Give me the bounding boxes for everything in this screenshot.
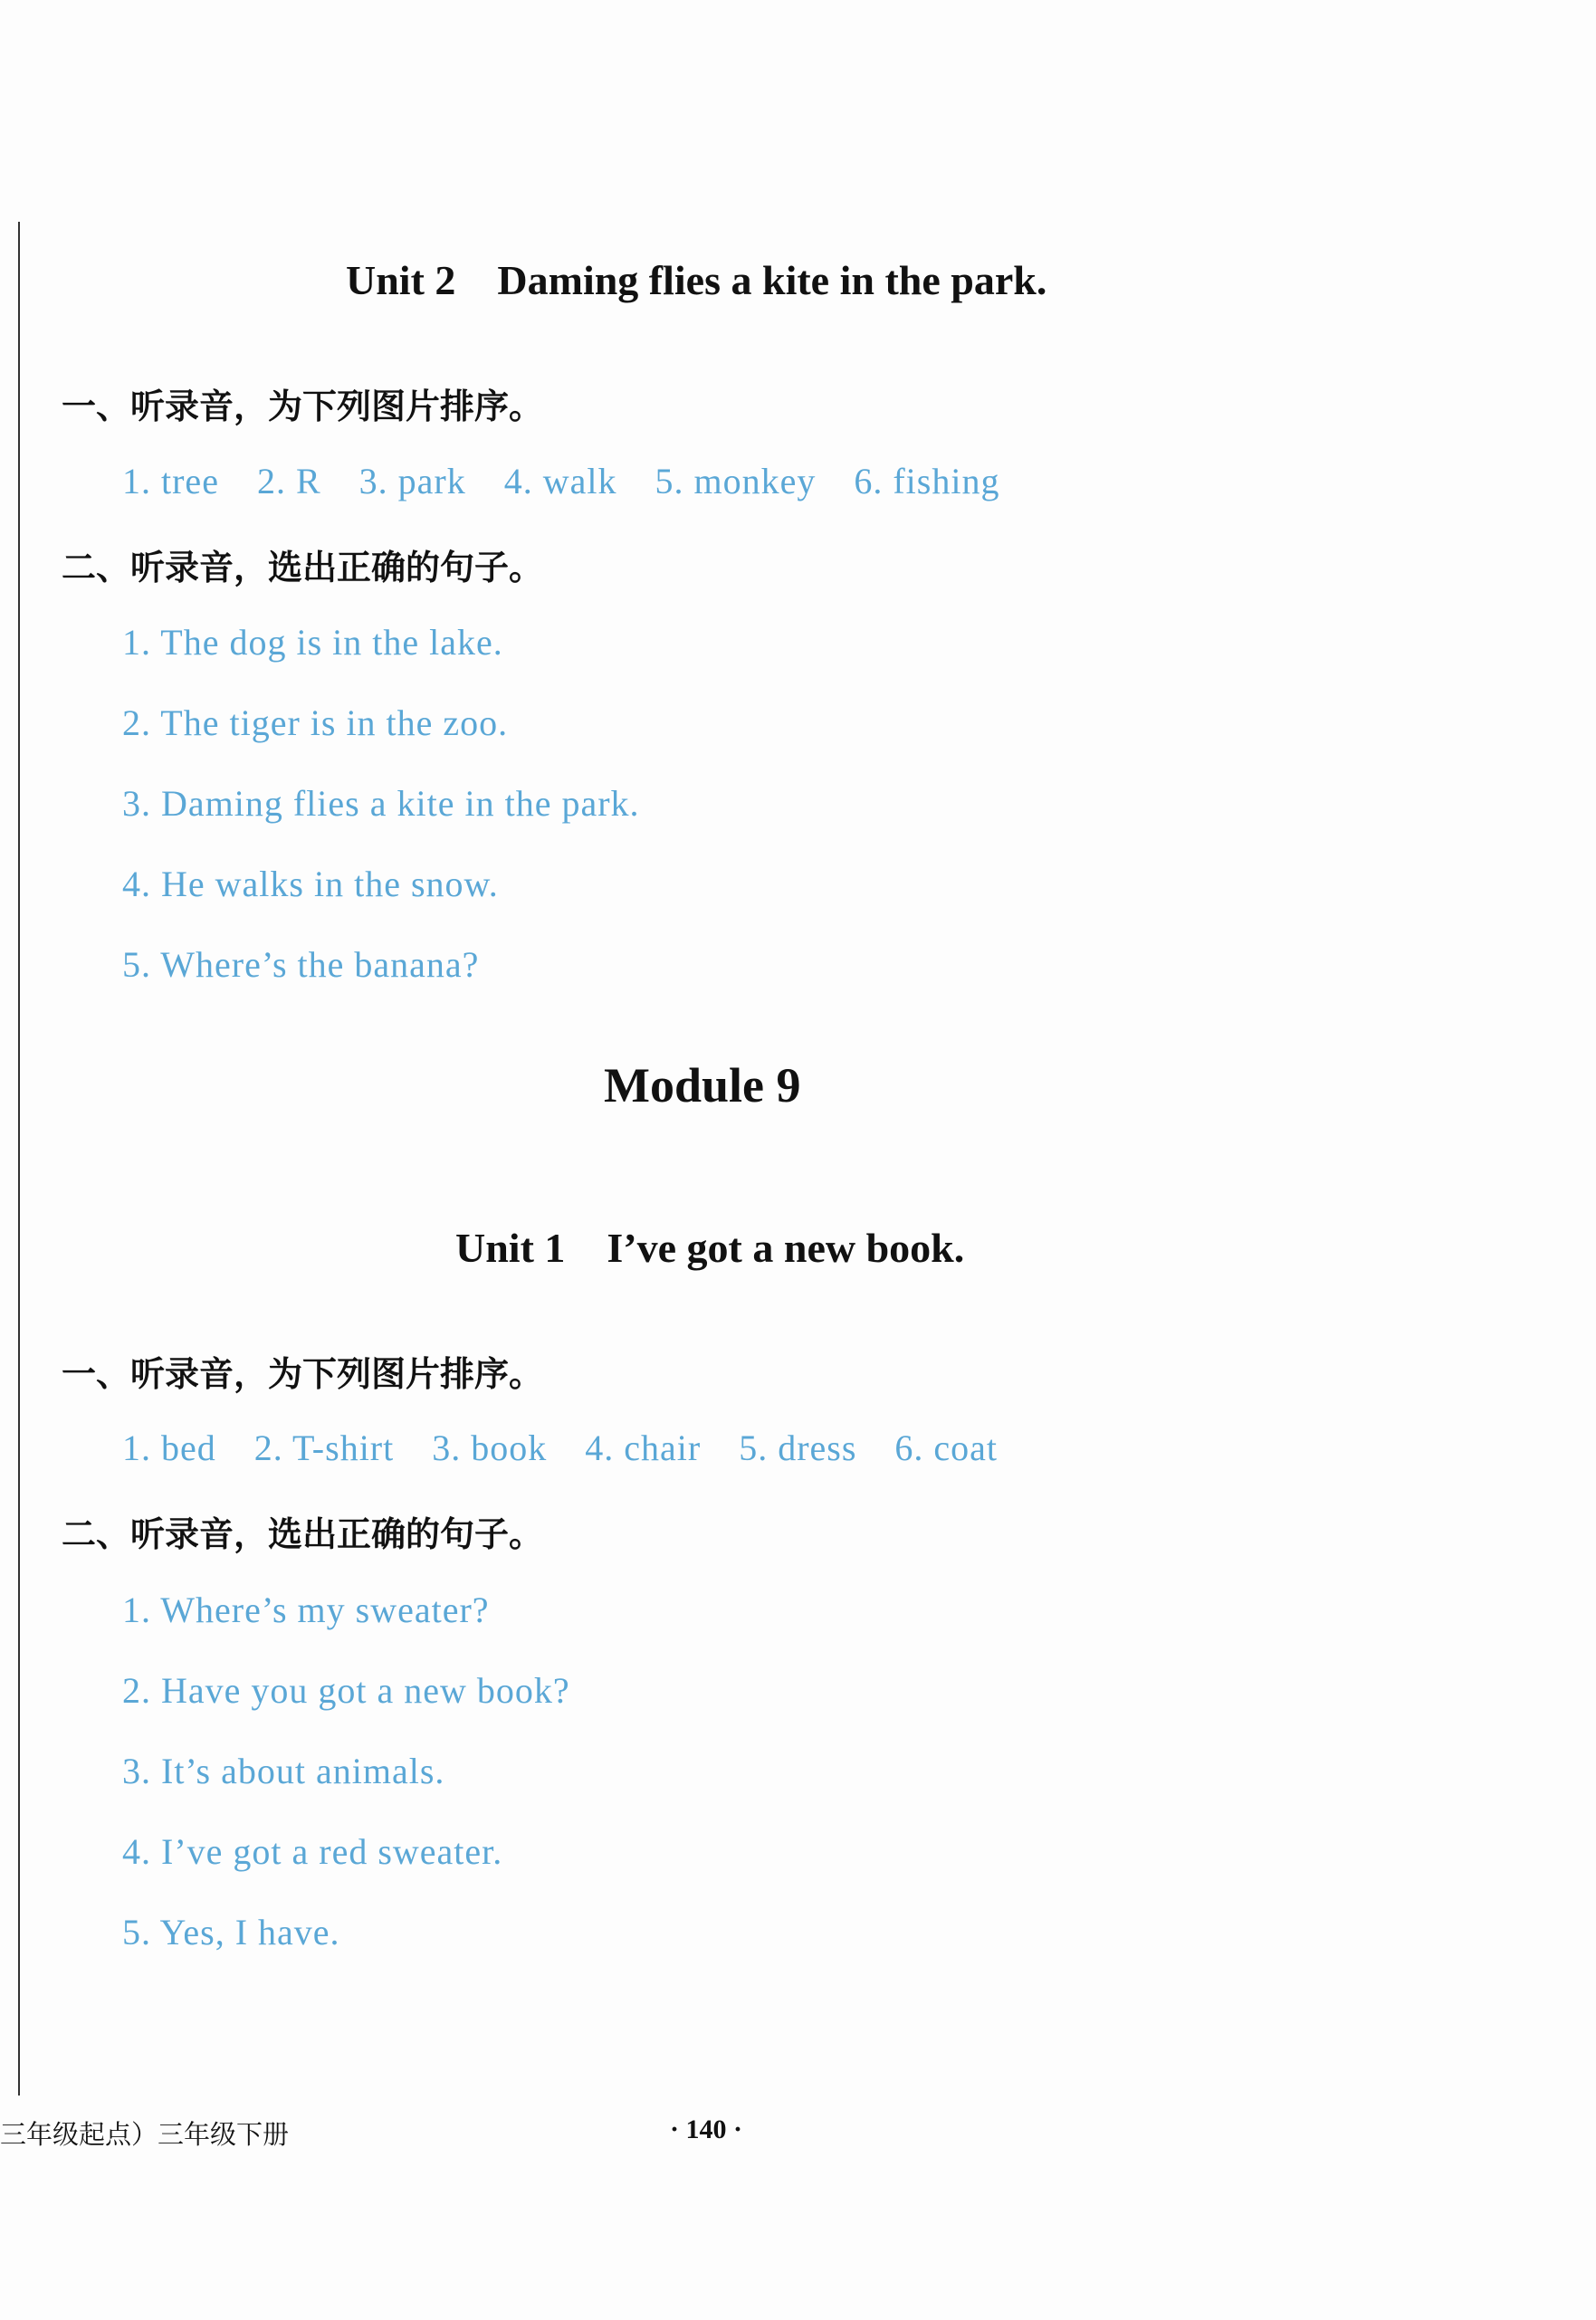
page-number: · 140 · xyxy=(670,2115,743,2144)
answer-item: 4. walk xyxy=(503,461,617,501)
unit-1-q2-answer-5: 5. Yes, I have. xyxy=(122,1912,340,1952)
unit-2-q1-heading: 一、听录音，为下列图片排序。 xyxy=(62,387,544,426)
unit-2-q2-answer-1: 1. The dog is in the lake. xyxy=(122,622,503,663)
answer-item: 5. monkey xyxy=(655,461,817,501)
module-9-title: Module 9 xyxy=(604,1058,801,1112)
unit-1-q2-answer-1: 1. Where’s my sweater? xyxy=(122,1590,490,1630)
answer-item: 2. T-shirt xyxy=(253,1427,395,1468)
unit-2-title: Unit 2 Daming flies a kite in the park. xyxy=(346,257,1047,303)
answer-item: 3. book xyxy=(432,1427,548,1468)
unit-1-q2-answer-4: 4. I’ve got a red sweater. xyxy=(122,1831,503,1872)
unit-1-q2-answer-3: 3. It’s about animals. xyxy=(122,1751,445,1791)
answer-item: 2. R xyxy=(256,461,321,501)
unit-2-q2-heading: 二、听录音，选出正确的句子。 xyxy=(62,548,544,587)
answer-item: 1. tree xyxy=(122,461,219,501)
margin-rule xyxy=(18,222,20,2096)
answer-item: 6. coat xyxy=(894,1427,999,1468)
unit-2-q2-answer-4: 4. He walks in the snow. xyxy=(122,864,499,904)
answer-item: 1. bed xyxy=(122,1427,216,1468)
unit-2-q2-answer-5: 5. Where’s the banana? xyxy=(122,944,480,985)
unit-1-q1-heading: 一、听录音，为下列图片排序。 xyxy=(62,1354,544,1394)
unit-1-q2-answer-2: 2. Have you got a new book? xyxy=(122,1670,570,1711)
unit-1-title: Unit 1 I’ve got a new book. xyxy=(455,1225,965,1271)
answer-item: 4. chair xyxy=(585,1427,702,1468)
unit-2-q2-answer-2: 2. The tiger is in the zoo. xyxy=(122,702,509,743)
unit-1-q2-heading: 二、听录音，选出正确的句子。 xyxy=(62,1514,544,1554)
answer-item: 5. dress xyxy=(739,1427,857,1468)
answer-item: 6. fishing xyxy=(854,461,1000,501)
unit-2-q1-answers xyxy=(122,460,999,502)
answer-item: 3. park xyxy=(358,461,466,501)
unit-2-q2-answer-3: 3. Daming flies a kite in the park. xyxy=(122,783,640,824)
unit-1-q1-answers xyxy=(122,1427,998,1469)
footer-book-info: 三年级起点）三年级下册 xyxy=(0,2119,290,2150)
